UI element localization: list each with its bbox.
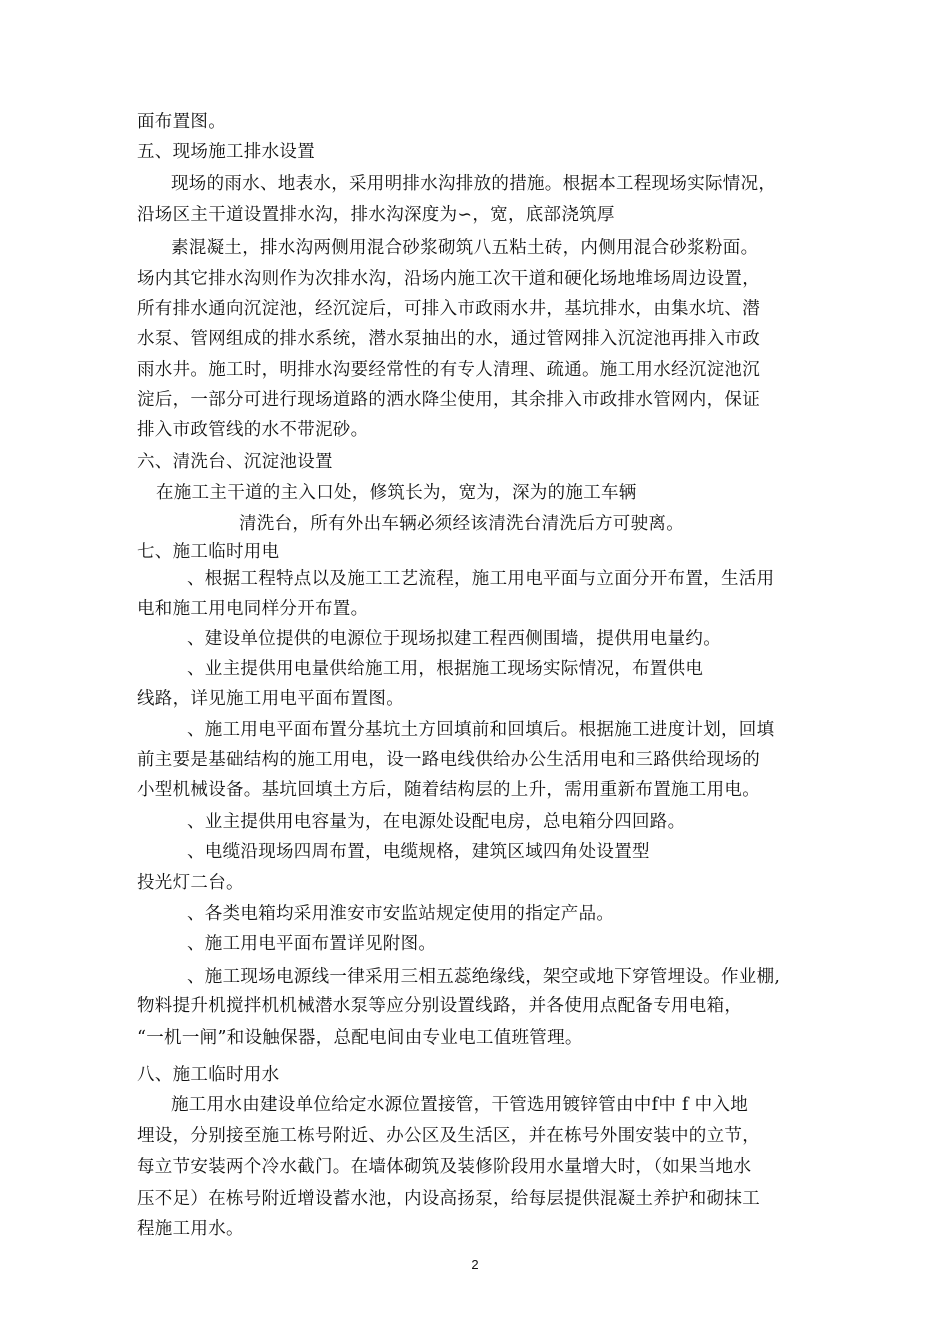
text-line: 面布置图。	[137, 112, 226, 132]
text-line: 电和施工用电同样分开布置。	[137, 599, 369, 619]
text-line: 、施工用电平面布置分基坑土方回填前和回填后。根据施工进度计划，回填	[187, 720, 775, 740]
text-line: 、业主提供用电容量为，在电源处设配电房，总电箱分四回路。	[187, 812, 686, 832]
text-line: 、施工用电平面布置详见附图。	[187, 934, 437, 954]
text-line: 埋设，分别接至施工栋号附近、办公区及生活区，并在栋号外围安装中的立节，	[137, 1126, 760, 1146]
text-line: 淀后，一部分可进行现场道路的洒水降尘使用，其余排入市政排水管网内，保证	[137, 390, 760, 410]
text-line: 现场的雨水、地表水，采用明排水沟排放的措施。根据本工程现场实际情况，	[171, 174, 777, 194]
text-line: 施工用水由建设单位给定水源位置接管，干管选用镀锌管由中f中 f 中入地	[171, 1095, 749, 1115]
text-line: 水泵、管网组成的排水系统，潜水泵抽出的水，通过管网排入沉淀池再排入市政	[137, 329, 760, 349]
text-line: 、业主提供用电量供给施工用，根据施工现场实际情况，布置供电	[187, 659, 704, 679]
text-line: 所有排水通向沉淀池，经沉淀后，可排入市政雨水井，基坑排水，由集水坑、潜	[137, 299, 760, 319]
section-heading: 八、施工临时用水	[137, 1065, 280, 1085]
text-line: 场内其它排水沟则作为次排水沟，沿场内施工次干道和硬化场地堆场周边设置，	[137, 269, 760, 289]
text-line: 线路，详见施工用电平面布置图。	[137, 689, 404, 709]
text-line: 在施工主干道的主入口处，修筑长为，宽为，深为的施工车辆	[156, 483, 637, 503]
text-line: 雨水井。施工时，明排水沟要经常性的有专人清理、疏通。施工用水经沉淀池沉	[137, 360, 760, 380]
section-heading: 五、现场施工排水设置	[137, 142, 315, 162]
text-line: 前主要是基础结构的施工用电，设一路电线供给办公生活用电和三路供给现场的	[137, 750, 760, 770]
text-line: 物料提升机搅拌机机械潜水泵等应分别设置线路，并各使用点配备专用电箱，	[137, 996, 743, 1016]
text-line: 、电缆沿现场四周布置，电缆规格，建筑区域四角处设置型	[187, 842, 650, 862]
text-line: 投光灯二台。	[137, 873, 244, 893]
page-number: 2	[471, 1257, 479, 1272]
section-heading: 七、施工临时用电	[137, 542, 280, 562]
text-line: 清洗台，所有外出车辆必须经该清洗台清洗后方可驶离。	[239, 514, 684, 534]
text-line: 每立节安装两个冷水截门。在墙体砌筑及装修阶段用水量增大时，（如果当地水	[137, 1157, 752, 1177]
text-line: 压不足）在栋号附近增设蓄水池，内设高扬泵，给每层提供混凝土养护和砌抹工	[137, 1189, 760, 1209]
text-line: 、施工现场电源线一律采用三相五蕊绝缘线，架空或地下穿管埋设。作业棚,	[187, 967, 781, 987]
text-line: 、建设单位提供的电源位于现场拟建工程西侧围墙，提供用电量约。	[187, 629, 721, 649]
text-line: 程施工用水。	[137, 1219, 244, 1239]
text-line: 、各类电箱均采用淮安市安监站规定使用的指定产品。	[187, 904, 615, 924]
text-line: 小型机械设备。基坑回填土方后，随着结构层的上升，需用重新布置施工用电。	[137, 780, 760, 800]
text-line: 排入市政管线的水不带泥砂。	[137, 420, 369, 440]
text-line: 沿场区主干道设置排水沟，排水沟深度为∽，宽，底部浇筑厚	[137, 205, 615, 225]
text-line: “一机一闸”和设触保器，总配电间由专业电工值班管理。	[137, 1028, 583, 1048]
text-line: 素混凝土，排水沟两侧用混合砂浆砌筑八五粘土砖，内侧用混合砂浆粉面。	[171, 238, 759, 258]
section-heading: 六、清洗台、沉淀池设置	[137, 452, 333, 472]
text-line: 、根据工程特点以及施工工艺流程，施工用电平面与立面分开布置，生活用	[187, 569, 775, 589]
